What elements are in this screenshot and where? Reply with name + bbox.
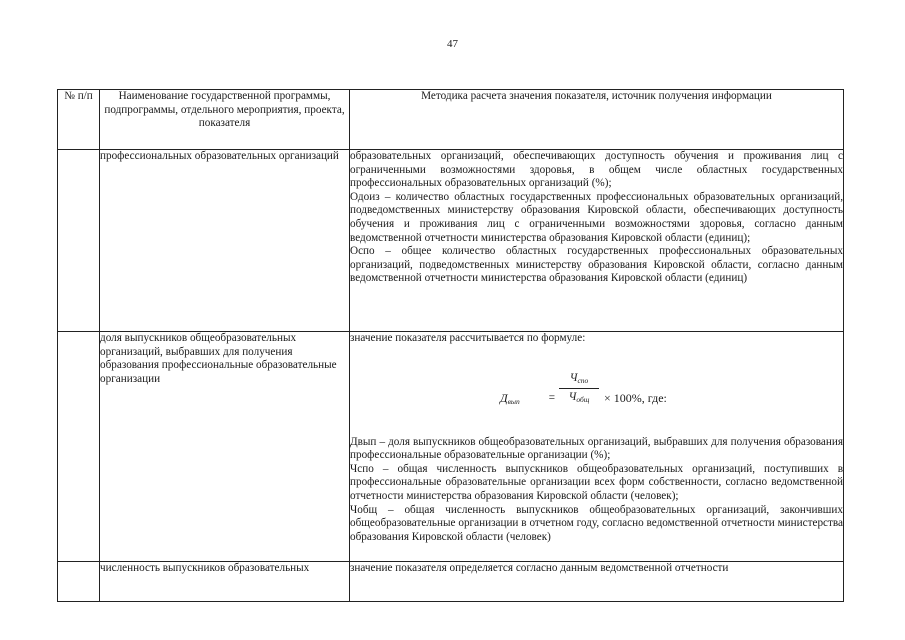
page-number: 47 bbox=[447, 38, 458, 50]
formula-numerator: $Ч_{спо}$ bbox=[559, 372, 599, 390]
method-cell bbox=[350, 332, 844, 562]
indicator-name: численность выпускников образовательных bbox=[100, 562, 350, 602]
row-number-cell bbox=[58, 332, 100, 562]
formula-lhs: $Д_{вып}$ bbox=[500, 390, 520, 406]
formula-equals: = bbox=[548, 391, 556, 404]
header-number: № п/п bbox=[58, 90, 100, 150]
table-row bbox=[58, 150, 844, 332]
header-name: Наименование государственной программы, подпрограммы, отдельного мероприятия, проекта, показателя bbox=[100, 90, 350, 150]
row-number-cell bbox=[58, 562, 100, 602]
formula-denominator: $Ч_{общ}$ bbox=[568, 391, 590, 405]
indicator-name: профессиональных образовательных организаций bbox=[100, 150, 350, 332]
method-cell bbox=[350, 150, 844, 332]
method-cell bbox=[350, 562, 844, 602]
formula-intro: значение показателя рассчитывается по формуле: bbox=[350, 332, 586, 344]
indicator-table bbox=[57, 89, 844, 602]
formula bbox=[350, 346, 843, 436]
method-paragraph: Чспо – общая численность выпускников общеобразовательных организаций, поступивших в профессиональные образовательные организации всех форм собственности, согласно ведомственной отчетности министерства образования Кировской области (человек); bbox=[350, 462, 843, 502]
formula-rest: × 100%, где: bbox=[604, 390, 667, 405]
method-paragraph: значение показателя определяется согласно данным ведомственной отчетности bbox=[350, 562, 729, 574]
header-method: Методика расчета значения показателя, источник получения информации bbox=[350, 90, 844, 150]
method-paragraph: Двып – доля выпускников общеобразовательных организаций, выбравших для получения образования профессиональные образовательные организации (%); bbox=[350, 435, 843, 462]
indicator-name: доля выпускников общеобразовательных организаций, выбравших для получения образования профессиональные образовательные организации bbox=[100, 332, 350, 562]
method-paragraph: Чобщ – общая численность выпускников общеобразовательных организаций, закончивших общеобразовательные организации в отчетном году, согласно ведомственной отчетности министерства образования Кировской области (человек) bbox=[350, 503, 843, 543]
table-header-row bbox=[58, 90, 844, 150]
row-number-cell bbox=[58, 150, 100, 332]
method-paragraph: Оспо – общее количество областных государственных профессиональных образовательных организаций, подведомственных министерству образования Кировской области, согласно данным ведомственной отчетности министерства образования Кировской области (единиц) bbox=[350, 245, 843, 285]
table-row bbox=[58, 562, 844, 602]
method-paragraph: Одоиз – количество областных государственных профессиональных образовательных организаций, подведомственных министерству образования Кировской области, обеспечивающих доступность обучения и проживания лиц с ограниченными возможностями здоровья, согласно данным ведомственной отчетности министерства образования Кировской области (единиц); bbox=[350, 190, 843, 244]
formula-fraction bbox=[559, 372, 599, 407]
table-row bbox=[58, 332, 844, 562]
method-paragraph: образовательных организаций, обеспечивающих доступность обучения и проживания лиц с ограниченными возможностями здоровья, в общем числе областных государственных профессиональных образовательных организаций (%); bbox=[350, 150, 843, 190]
